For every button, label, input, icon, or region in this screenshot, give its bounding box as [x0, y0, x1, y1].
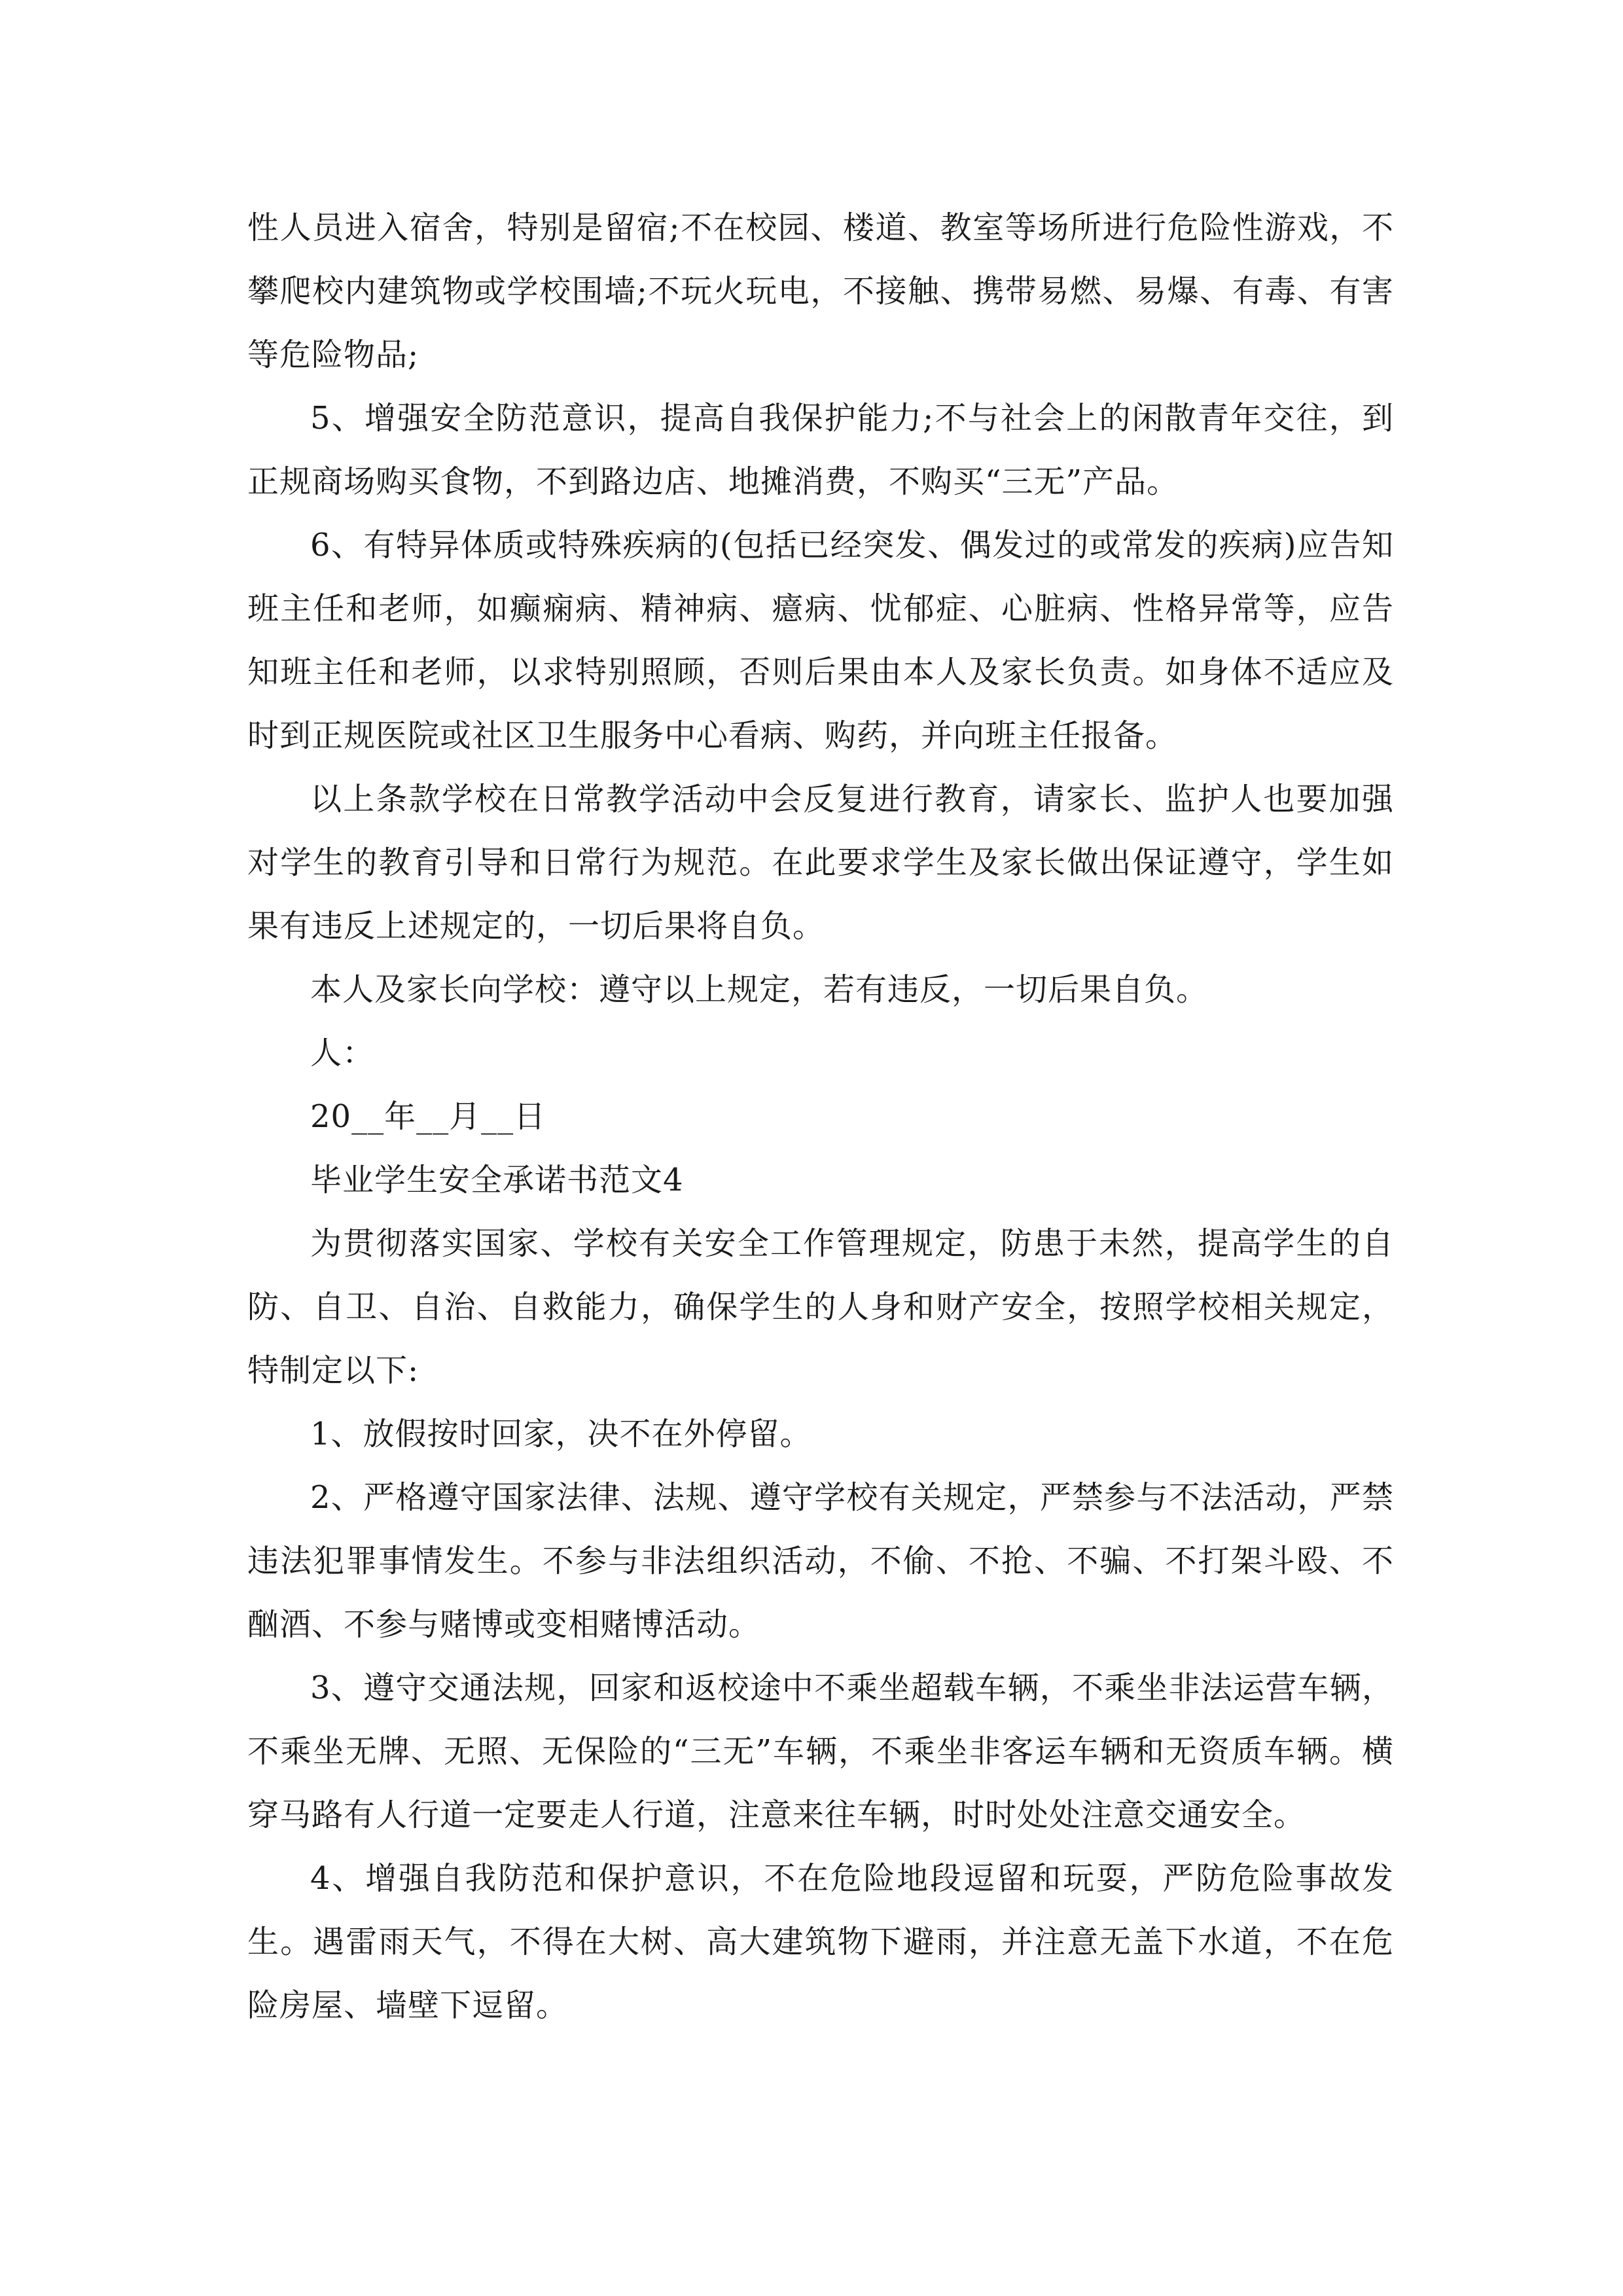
paragraph-rule-1: 1、放假按时回家，决不在外停留。 [310, 1416, 812, 1452]
paragraph-intro: 为贯彻落实国家、学校有关安全工作管理规定，防患于未然，提高学生的自防、自卫、自治、自救能力，确保学生的人身和财产安全，按照学校相关规定，特制定以下: [247, 1225, 1394, 1389]
paragraph-rule-3: 3、遵守交通法规，回家和返校途中不乘坐超载车辆，不乘坐非法运营车辆，不乘坐无牌、无照、无保险的“三无”车辆，不乘坐非客运车辆和无资质车辆。横穿马路有人行道一定要走人行道，注意来往车辆，时时处处注意交通安全。 [247, 1670, 1394, 1833]
document-body [247, 196, 1394, 2037]
signature-line: 人： [310, 1035, 375, 1071]
paragraph-rule-4: 4、增强自我防范和保护意识，不在危险地段逗留和玩耍，严防危险事故发生。遇雷雨天气，不得在大树、高大建筑物下避雨，并注意无盖下水道，不在危险房屋、墙壁下逗留。 [247, 1860, 1394, 2024]
paragraph-pledge: 本人及家长向学校：遵守以上规定，若有违反，一切后果自负。 [310, 971, 1209, 1008]
paragraph-item-5: 5、增强安全防范意识，提高自我保护能力;不与社会上的闲散青年交往，到正规商场购买食物，不到路边店、地摊消费，不购买“三无”产品。 [247, 400, 1394, 500]
paragraph-rule-2: 2、严格遵守国家法律、法规、遵守学校有关规定，严禁参与不法活动，严禁违法犯罪事情发生。不参与非法组织活动，不偷、不抢、不骗、不打架斗殴、不酗酒、不参与赌博或变相赌博活动。 [247, 1479, 1394, 1643]
paragraph-item-6: 6、有特异体质或特殊疾病的(包括已经突发、偶发过的或常发的疾病)应告知班主任和老师，如癫痫病、精神病、癔病、忧郁症、心脏病、性格异常等，应告知班主任和老师，以求特别照顾，否则后果由本人及家长负责。如身体不适应及时到正规医院或社区卫生服务中心看病、购药，并向班主任报备。 [247, 527, 1394, 754]
paragraph-summary: 以上条款学校在日常教学活动中会反复进行教育，请家长、监护人也要加强对学生的教育引导和日常行为规范。在此要求学生及家长做出保证遵守，学生如果有违反上述规定的，一切后果将自负。 [247, 781, 1394, 944]
section-title: 毕业学生安全承诺书范文4 [310, 1162, 684, 1198]
date-line: 20__年__月__日 [310, 1098, 546, 1135]
paragraph-continuation: 性人员进入宿舍，特别是留宿;不在校园、楼道、教室等场所进行危险性游戏，不攀爬校内建筑物或学校围墙;不玩火玩电，不接触、携带易燃、易爆、有毒、有害等危险物品; [247, 209, 1394, 373]
